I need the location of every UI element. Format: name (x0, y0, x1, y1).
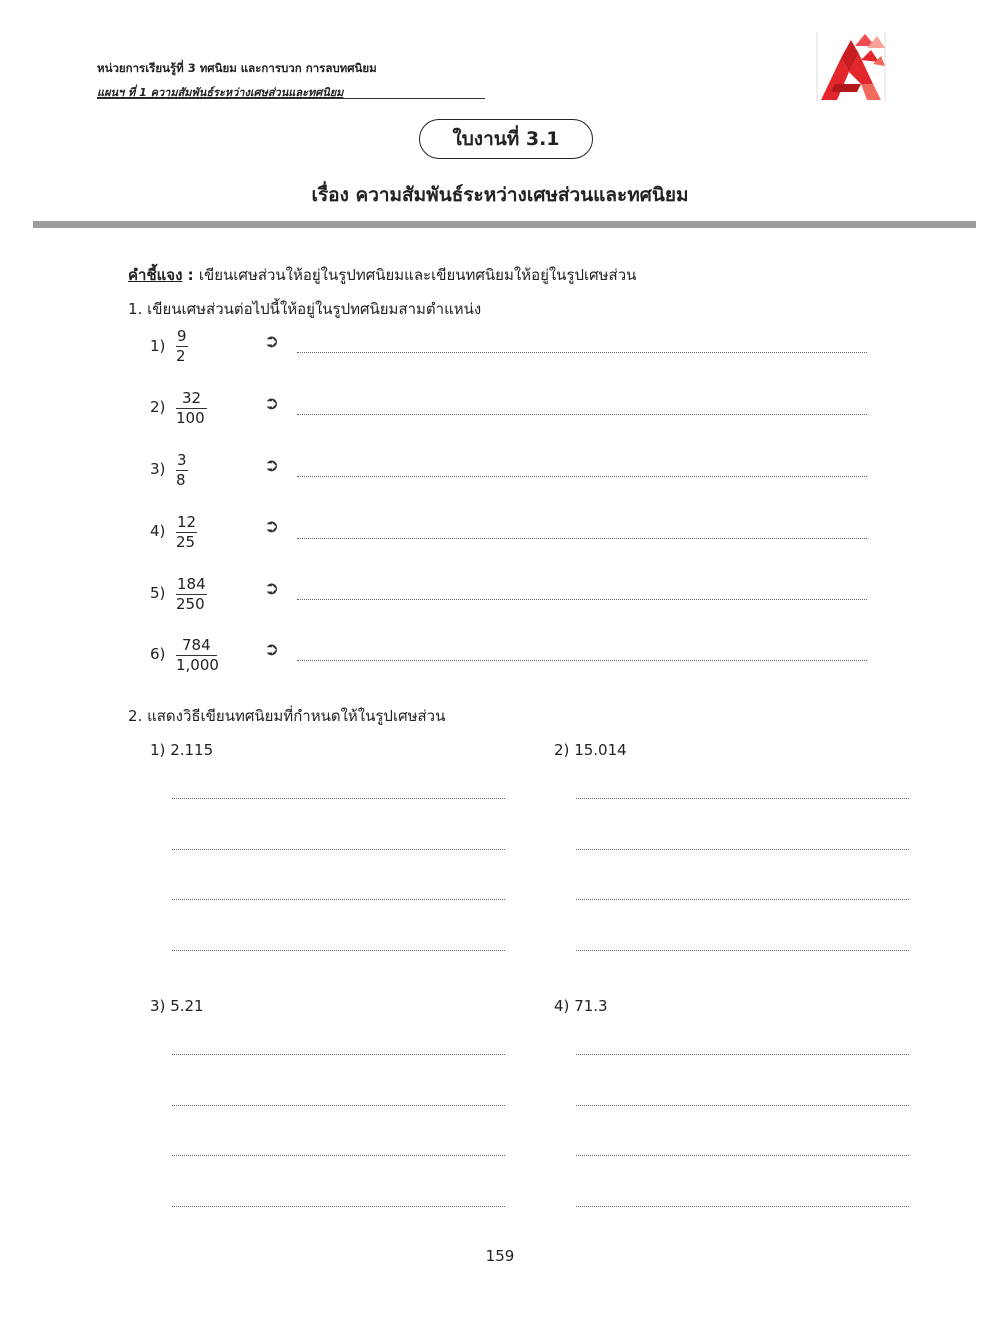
worksheet-subject: เรื่อง ความสัมพันธ์ระหว่างเศษส่วนและทศนิยม (311, 184, 689, 206)
working-line[interactable] (576, 1105, 909, 1106)
numerator: 32 (176, 389, 207, 409)
working-line[interactable] (172, 899, 505, 900)
circled-right-arrow-icon: ➲ (264, 516, 280, 537)
numerator: 12 (177, 513, 197, 531)
fraction (176, 575, 207, 614)
denominator: 2 (176, 347, 186, 365)
answer-line[interactable] (297, 538, 867, 539)
circled-right-arrow-icon: ➲ (264, 331, 280, 352)
q2-item-label (150, 997, 204, 1015)
denominator: 100 (176, 409, 205, 427)
question-1-text: 1. เขียนเศษส่วนต่อไปนี้ให้อยู่ในรูปทศนิยมสามตำแหน่ง (128, 300, 482, 318)
working-line[interactable] (576, 849, 909, 850)
answer-line[interactable] (297, 660, 867, 661)
q1-item-number: 4) (150, 522, 166, 540)
unit-header: หน่วยการเรียนรู้ที่ 3 ทศนิยม และการบวก การลบทศนิยม (97, 61, 377, 75)
numerator: 3 (177, 451, 187, 469)
working-line[interactable] (172, 1054, 505, 1055)
q2-item-label (150, 741, 213, 759)
worksheet-title: ใบงานที่ 3.1 (419, 119, 593, 159)
answer-line[interactable] (297, 414, 867, 415)
circled-right-arrow-icon: ➲ (264, 455, 280, 476)
working-line[interactable] (172, 950, 505, 951)
q2-item-value: 15.014 (574, 741, 627, 759)
answer-line[interactable] (297, 476, 867, 477)
q2-item-label (554, 741, 627, 759)
publisher-logo (815, 32, 887, 102)
answer-line[interactable] (297, 352, 867, 353)
answer-line[interactable] (297, 599, 867, 600)
working-line[interactable] (576, 1155, 909, 1156)
numerator: 9 (177, 327, 187, 345)
q2-item-value: 5.21 (170, 997, 204, 1015)
numerator: 184 (177, 575, 206, 593)
plan-header: แผนฯ ที่ 1 ความสัมพันธ์ระหว่างเศษส่วนและทศนิยม (97, 86, 344, 99)
working-line[interactable] (576, 798, 909, 799)
q2-item-number: 4) (554, 997, 570, 1015)
circled-right-arrow-icon: ➲ (264, 393, 280, 414)
q1-item-number: 5) (150, 584, 166, 602)
working-line[interactable] (576, 1206, 909, 1207)
working-line[interactable] (576, 950, 909, 951)
instruction-colon: : (182, 266, 199, 284)
q2-item-label (554, 997, 608, 1015)
working-line[interactable] (172, 849, 505, 850)
fraction (176, 636, 219, 675)
q1-item-number: 6) (150, 645, 166, 663)
instruction-label: คำชี้แจง (128, 266, 183, 284)
q1-item-number: 3) (150, 460, 166, 478)
fraction (176, 451, 188, 490)
header-divider (97, 98, 485, 99)
fraction (176, 513, 197, 552)
denominator: 1,000 (176, 656, 219, 674)
working-line[interactable] (172, 798, 505, 799)
denominator: 250 (176, 595, 205, 613)
q2-item-value: 71.3 (574, 997, 608, 1015)
instruction (128, 263, 636, 287)
working-line[interactable] (172, 1105, 505, 1106)
q2-item-number: 2) (554, 741, 570, 759)
question-2-text: 2. แสดงวิธีเขียนทศนิยมที่กำหนดให้ในรูปเศษส่วน (128, 707, 446, 725)
denominator: 25 (176, 533, 196, 551)
title-divider-bar (33, 221, 976, 228)
q1-item-number: 2) (150, 398, 166, 416)
working-line[interactable] (172, 1155, 505, 1156)
circled-right-arrow-icon: ➲ (264, 578, 280, 599)
q2-item-value: 2.115 (170, 741, 214, 759)
fraction (176, 327, 188, 366)
working-line[interactable] (576, 1054, 909, 1055)
fraction (176, 389, 207, 428)
q2-item-number: 3) (150, 997, 166, 1015)
working-line[interactable] (172, 1206, 505, 1207)
page-number: 159 (485, 1247, 515, 1265)
denominator: 8 (176, 471, 186, 489)
numerator: 784 (176, 636, 217, 656)
q2-item-number: 1) (150, 741, 166, 759)
q1-item-number: 1) (150, 337, 166, 355)
working-line[interactable] (576, 899, 909, 900)
instruction-text: เขียนเศษส่วนให้อยู่ในรูปทศนิยมและเขียนทศนิยมให้อยู่ในรูปเศษส่วน (198, 266, 637, 284)
circled-right-arrow-icon: ➲ (264, 639, 280, 660)
